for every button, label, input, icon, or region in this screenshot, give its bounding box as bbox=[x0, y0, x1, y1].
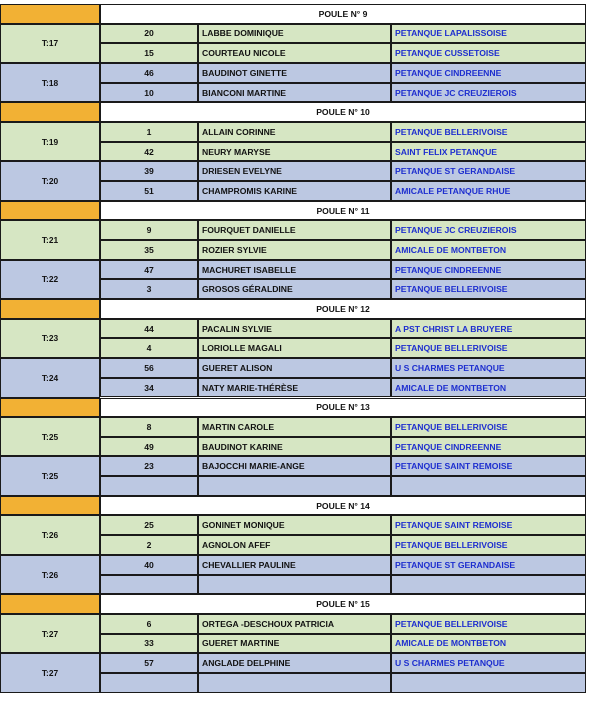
player-row bbox=[100, 555, 586, 575]
player-row bbox=[100, 634, 586, 654]
player-club: PETANQUE CINDREENNE bbox=[391, 260, 586, 280]
player-number: 42 bbox=[100, 142, 198, 162]
player-row bbox=[100, 378, 586, 398]
player-row bbox=[100, 437, 586, 457]
team-block bbox=[0, 358, 586, 397]
player-row bbox=[100, 673, 586, 693]
player-name: DRIESEN EVELYNE bbox=[198, 161, 391, 181]
player-club: PETANQUE LAPALISSOISE bbox=[391, 24, 586, 44]
poules-table bbox=[0, 4, 586, 693]
player-row bbox=[100, 279, 586, 299]
player-row bbox=[100, 24, 586, 44]
player-club: PETANQUE ST GERANDAISE bbox=[391, 161, 586, 181]
player-row bbox=[100, 614, 586, 634]
player-name: MARTIN CAROLE bbox=[198, 417, 391, 437]
player-row bbox=[100, 220, 586, 240]
player-row bbox=[100, 181, 586, 201]
player-name: MACHURET ISABELLE bbox=[198, 260, 391, 280]
player-club bbox=[391, 575, 586, 595]
player-number: 8 bbox=[100, 417, 198, 437]
player-club: U S CHARMES PETANQUE bbox=[391, 358, 586, 378]
player-number: 35 bbox=[100, 240, 198, 260]
player-number: 6 bbox=[100, 614, 198, 634]
team-label: T:20 bbox=[0, 161, 100, 200]
player-number: 47 bbox=[100, 260, 198, 280]
poule-marker bbox=[0, 201, 100, 221]
player-club bbox=[391, 673, 586, 693]
player-name: BAUDINOT KARINE bbox=[198, 437, 391, 457]
player-number: 46 bbox=[100, 63, 198, 83]
player-club: AMICALE DE MONTBETON bbox=[391, 634, 586, 654]
player-row bbox=[100, 260, 586, 280]
poule-header-row bbox=[0, 201, 586, 221]
player-club: PETANQUE JC CREUZIEROIS bbox=[391, 220, 586, 240]
poule-marker bbox=[0, 594, 100, 614]
player-name: LABBE DOMINIQUE bbox=[198, 24, 391, 44]
player-name: ALLAIN CORINNE bbox=[198, 122, 391, 142]
player-number: 56 bbox=[100, 358, 198, 378]
player-club: PETANQUE CUSSETOISE bbox=[391, 43, 586, 63]
player-club: PETANQUE SAINT REMOISE bbox=[391, 456, 586, 476]
poule-header-row bbox=[0, 102, 586, 122]
player-number: 1 bbox=[100, 122, 198, 142]
poule-marker bbox=[0, 4, 100, 24]
team-block bbox=[0, 456, 586, 495]
team-label: T:17 bbox=[0, 24, 100, 63]
player-number: 9 bbox=[100, 220, 198, 240]
player-number: 15 bbox=[100, 43, 198, 63]
player-number: 3 bbox=[100, 279, 198, 299]
team-label: T:21 bbox=[0, 220, 100, 259]
player-number: 40 bbox=[100, 555, 198, 575]
player-row bbox=[100, 515, 586, 535]
player-number bbox=[100, 575, 198, 595]
player-club: PETANQUE ST GERANDAISE bbox=[391, 555, 586, 575]
player-name: BAUDINOT GINETTE bbox=[198, 63, 391, 83]
player-row bbox=[100, 161, 586, 181]
player-club: AMICALE PETANQUE RHUE bbox=[391, 181, 586, 201]
player-number: 39 bbox=[100, 161, 198, 181]
team-label: T:25 bbox=[0, 417, 100, 456]
player-name bbox=[198, 476, 391, 496]
poule-title: POULE N° 10 bbox=[100, 102, 586, 122]
team-block bbox=[0, 319, 586, 358]
player-club: A PST CHRIST LA BRUYERE bbox=[391, 319, 586, 339]
team-label: T:27 bbox=[0, 614, 100, 653]
player-name: COURTEAU NICOLE bbox=[198, 43, 391, 63]
player-club: PETANQUE BELLERIVOISE bbox=[391, 338, 586, 358]
player-name: BAJOCCHI MARIE-ANGE bbox=[198, 456, 391, 476]
player-club: PETANQUE CINDREENNE bbox=[391, 437, 586, 457]
team-block bbox=[0, 24, 586, 63]
player-row bbox=[100, 43, 586, 63]
player-number: 51 bbox=[100, 181, 198, 201]
player-club: PETANQUE BELLERIVOISE bbox=[391, 614, 586, 634]
player-row bbox=[100, 417, 586, 437]
player-club: AMICALE DE MONTBETON bbox=[391, 240, 586, 260]
player-club: PETANQUE BELLERIVOISE bbox=[391, 535, 586, 555]
player-club: PETANQUE BELLERIVOISE bbox=[391, 279, 586, 299]
player-name: CHEVALLIER PAULINE bbox=[198, 555, 391, 575]
player-row bbox=[100, 338, 586, 358]
player-name: BIANCONI MARTINE bbox=[198, 83, 391, 103]
player-number: 2 bbox=[100, 535, 198, 555]
team-label: T:19 bbox=[0, 122, 100, 161]
player-number: 20 bbox=[100, 24, 198, 44]
player-number: 25 bbox=[100, 515, 198, 535]
poule-title: POULE N° 15 bbox=[100, 594, 586, 614]
team-block bbox=[0, 122, 586, 161]
player-name bbox=[198, 575, 391, 595]
player-name: GUERET MARTINE bbox=[198, 634, 391, 654]
player-number: 49 bbox=[100, 437, 198, 457]
poule-title: POULE N° 12 bbox=[100, 299, 586, 319]
player-number bbox=[100, 476, 198, 496]
poule-marker bbox=[0, 496, 100, 516]
player-number: 57 bbox=[100, 653, 198, 673]
player-row bbox=[100, 358, 586, 378]
player-row bbox=[100, 653, 586, 673]
team-block bbox=[0, 417, 586, 456]
poule-header-row bbox=[0, 299, 586, 319]
poule-header-row bbox=[0, 398, 586, 418]
team-label: T:25 bbox=[0, 456, 100, 495]
poule-marker bbox=[0, 102, 100, 122]
player-number: 23 bbox=[100, 456, 198, 476]
poule-marker bbox=[0, 398, 100, 418]
player-name: GONINET MONIQUE bbox=[198, 515, 391, 535]
player-name: FOURQUET DANIELLE bbox=[198, 220, 391, 240]
player-name: NATY MARIE-THÉRÈSE bbox=[198, 378, 391, 398]
player-row bbox=[100, 575, 586, 595]
player-club: PETANQUE CINDREENNE bbox=[391, 63, 586, 83]
player-name: CHAMPROMIS KARINE bbox=[198, 181, 391, 201]
player-row bbox=[100, 63, 586, 83]
team-label: T:23 bbox=[0, 319, 100, 358]
player-number bbox=[100, 673, 198, 693]
poule-header-row bbox=[0, 4, 586, 24]
player-name: ANGLADE DELPHINE bbox=[198, 653, 391, 673]
player-club: U S CHARMES PETANQUE bbox=[391, 653, 586, 673]
player-row bbox=[100, 476, 586, 496]
team-label: T:22 bbox=[0, 260, 100, 299]
poule-title: POULE N° 9 bbox=[100, 4, 586, 24]
player-name: LORIOLLE MAGALI bbox=[198, 338, 391, 358]
team-block bbox=[0, 614, 586, 653]
player-number: 33 bbox=[100, 634, 198, 654]
player-row bbox=[100, 319, 586, 339]
player-name: GROSOS GÉRALDINE bbox=[198, 279, 391, 299]
team-label: T:18 bbox=[0, 63, 100, 102]
poule-title: POULE N° 13 bbox=[100, 398, 586, 418]
player-number: 10 bbox=[100, 83, 198, 103]
player-name: ROZIER SYLVIE bbox=[198, 240, 391, 260]
player-club: PETANQUE BELLERIVOISE bbox=[391, 417, 586, 437]
team-label: T:24 bbox=[0, 358, 100, 397]
team-label: T:26 bbox=[0, 515, 100, 554]
player-name: NEURY MARYSE bbox=[198, 142, 391, 162]
player-row bbox=[100, 535, 586, 555]
player-row bbox=[100, 122, 586, 142]
player-number: 34 bbox=[100, 378, 198, 398]
team-block bbox=[0, 260, 586, 299]
poule-header-row bbox=[0, 496, 586, 516]
player-name: GUERET ALISON bbox=[198, 358, 391, 378]
player-number: 44 bbox=[100, 319, 198, 339]
poule-header-row bbox=[0, 594, 586, 614]
team-block bbox=[0, 161, 586, 200]
player-row bbox=[100, 142, 586, 162]
poule-title: POULE N° 11 bbox=[100, 201, 586, 221]
team-label: T:27 bbox=[0, 653, 100, 692]
player-club bbox=[391, 476, 586, 496]
team-block bbox=[0, 515, 586, 554]
team-block bbox=[0, 63, 586, 102]
poule-title: POULE N° 14 bbox=[100, 496, 586, 516]
player-club: PETANQUE BELLERIVOISE bbox=[391, 122, 586, 142]
poule-marker bbox=[0, 299, 100, 319]
team-block bbox=[0, 653, 586, 692]
player-number: 4 bbox=[100, 338, 198, 358]
player-name: ORTEGA -DESCHOUX PATRICIA bbox=[198, 614, 391, 634]
player-club: AMICALE DE MONTBETON bbox=[391, 378, 586, 398]
player-club: PETANQUE JC CREUZIEROIS bbox=[391, 83, 586, 103]
team-block bbox=[0, 555, 586, 594]
player-name bbox=[198, 673, 391, 693]
team-label: T:26 bbox=[0, 555, 100, 594]
player-row bbox=[100, 456, 586, 476]
player-club: PETANQUE SAINT REMOISE bbox=[391, 515, 586, 535]
player-name: PACALIN SYLVIE bbox=[198, 319, 391, 339]
player-name: AGNOLON AFEF bbox=[198, 535, 391, 555]
player-club: SAINT FELIX PETANQUE bbox=[391, 142, 586, 162]
player-row bbox=[100, 83, 586, 103]
team-block bbox=[0, 220, 586, 259]
player-row bbox=[100, 240, 586, 260]
